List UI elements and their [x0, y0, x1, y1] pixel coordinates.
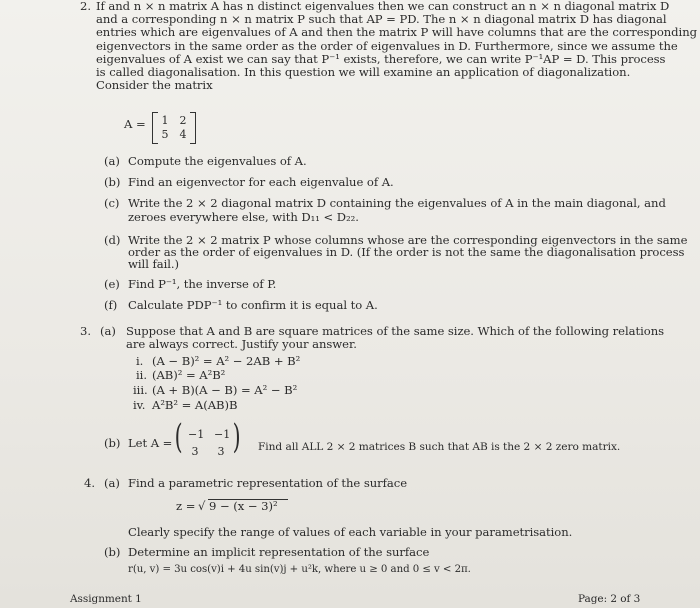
relation-label: iii.: [133, 383, 148, 397]
q4-b-text: Determine an implicit representation of the surface: [128, 545, 430, 559]
q2-intro-line: eigenvalues of A exist we can say that P⁻¹ exists, therefore, we can write P⁻¹AP = D. This process: [96, 52, 666, 66]
q3-part-text: are always correct. Justify your answer.: [126, 337, 357, 351]
relation-label: i.: [136, 354, 144, 368]
q2-intro-line: Consider the matrix: [96, 78, 213, 92]
matrix-a-label: A =: [124, 117, 146, 131]
q3-b-text: Find all ALL 2 × 2 matrices B such that AB is the 2 × 2 zero matrix.: [258, 441, 621, 453]
q3-b-prefix: Let A =: [128, 436, 173, 450]
surface-lhs: z =: [176, 499, 196, 513]
footer-right: Page: 2 of 3: [578, 593, 641, 605]
q2-intro-line: eigenvectors in the same order as the order of eigenvalues in D. Furthermore, since we assume the: [96, 39, 678, 53]
matrix-cell: 5: [161, 128, 169, 141]
q2-intro-line: is called diagonalisation. In this question we will examine an application of diagonalization.: [96, 65, 631, 79]
footer-left: Assignment 1: [70, 593, 142, 605]
q2-part-text: Find an eigenvector for each eigenvalue of A.: [128, 175, 394, 189]
q2-part-text: order as the order of eigenvalues in D. (If the order is not the same the diagonalisation process: [128, 245, 685, 259]
q4-a-note: Clearly specify the range of values of each variable in your parametrisation.: [128, 525, 573, 539]
relation-label: iv.: [133, 398, 146, 412]
matrix-cell: −1: [188, 428, 205, 441]
q2-part-label: (b): [104, 175, 121, 189]
q3-part-text: Suppose that A and B are square matrices of the same size. Which of the following relations: [126, 324, 665, 338]
matrix-a: [152, 112, 196, 142]
matrix-a-q3: [174, 417, 248, 460]
relation-text: (A + B)(A − B) = A² − B²: [152, 383, 298, 397]
q2-part-label: (f): [104, 298, 118, 312]
q2-part-label: (d): [104, 233, 121, 247]
q2-part-text: Write the 2 × 2 matrix P whose columns whose are the corresponding eigenvectors in the same: [128, 233, 688, 247]
relation-label: ii.: [136, 368, 147, 382]
matrix-cell: 3: [217, 445, 225, 458]
left-paren: (: [174, 417, 183, 457]
q3-part-label: (b): [104, 436, 121, 450]
q3-number: 3.: [80, 324, 91, 338]
q2-part-text: Find P⁻¹, the inverse of P.: [128, 277, 277, 291]
q2-part-label: (a): [104, 154, 120, 168]
q4-part-label: (a): [104, 476, 120, 490]
q4-a-text: Find a parametric representation of the surface: [128, 476, 408, 490]
matrix-right-bracket: [190, 112, 196, 144]
relation-text: (AB)² = A²B²: [152, 368, 226, 382]
q2-number: 2.: [80, 0, 91, 13]
relation-text: (A − B)² = A² − 2AB + B²: [152, 354, 301, 368]
q2-intro-line: and a corresponding n × n matrix P such that AP = PD. The n × n diagonal matrix D has diagonal: [96, 12, 667, 26]
q2-part-text: Calculate PDP⁻¹ to confirm it is equal to A.: [128, 298, 378, 312]
matrix-cell: 1: [161, 114, 169, 127]
surface-rhs: 9 − (x − 3)²: [209, 499, 278, 513]
matrix-cell: 3: [191, 445, 199, 458]
matrix-cell: −1: [214, 428, 231, 441]
relation-text: A²B² = A(AB)B: [152, 398, 238, 412]
q2-part-text: zeroes everywhere else, with D₁₁ < D₂₂.: [128, 210, 359, 224]
q2-part-text: Write the 2 × 2 diagonal matrix D containing the eigenvalues of A in the main diagonal, and: [128, 196, 666, 210]
right-paren: ): [232, 417, 241, 457]
q2-part-label: (e): [104, 277, 120, 291]
q4-number: 4.: [84, 476, 95, 490]
sqrt-sign: √: [198, 499, 206, 513]
matrix-cell: 2: [179, 114, 187, 127]
q2-intro-line: If and n × n matrix A has n distinct eigenvalues then we can construct an n × n diagonal matrix D: [96, 0, 670, 13]
q2-part-text: Compute the eigenvalues of A.: [128, 154, 307, 168]
q4-part-label: (b): [104, 545, 121, 559]
q2-intro-line: entries which are eigenvalues of A and then the matrix P will have columns that are the corresponding: [96, 25, 697, 39]
q2-part-label: (c): [104, 196, 120, 210]
q3-part-label: (a): [100, 324, 116, 338]
q2-part-text: will fail.): [128, 257, 180, 271]
q4-b-formula: r(u, v) = 3u cos(v)i + 4u sin(v)j + u²k, where u ≥ 0 and 0 ≤ v < 2π.: [128, 564, 471, 575]
matrix-cell: 4: [179, 128, 187, 141]
